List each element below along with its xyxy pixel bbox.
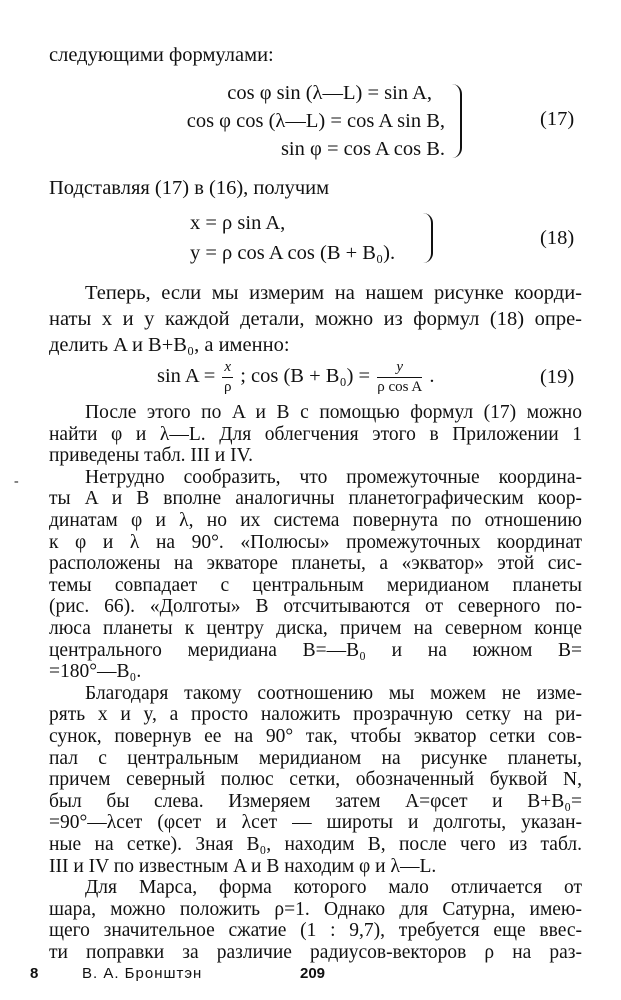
text-line: найти φ и λ—L. Для облегчения этого в Приложении 1 [49,424,582,445]
fraction-numerator: x [222,360,233,378]
text-line: центрального меридиана B=—B₀ и на южном B= [49,640,582,661]
equation-19-end: . [429,365,435,387]
text-line: сунок, повернув ее на 90° так, чтобы экватор сетки сов- [49,726,582,747]
text-line: После этого по A и B с помощью формул (17) можно [85,402,582,423]
equation-number-17: (17) [540,108,575,130]
fraction-denominator: ρ [223,378,232,395]
text-line: Подставляя (17) в (16), получим [49,177,330,199]
equation-17a: cos φ sin (λ—L) = sin A, [227,82,432,104]
fraction-x-over-rho [222,360,233,395]
text-line: был бы слева. Измеряем затем A=φсет и B+B₀= [49,791,582,812]
fraction-numerator: y [377,360,422,378]
text-line: щего значительное сжатие (1 : 9,7), требуется еще ввес- [49,920,582,941]
text-line: пал с центральным меридианом на рисунке планеты, [49,748,582,769]
fraction-denominator: ρ cos A [377,378,423,395]
equation-number-19: (19) [540,366,575,388]
text-line: Теперь, если мы измерим на нашем рисунке коорди- [85,282,582,304]
text-line: Благодаря такому соотношению мы можем не изме- [85,683,582,704]
equation-17b: cos φ cos (λ—L) = cos A sin B, [186,110,445,132]
text-line: следующими формулами: [49,44,274,66]
text-line: динатам φ и λ, но их система повернута по отношению [49,510,582,531]
equation-19-left: sin A = [157,365,216,387]
text-line: ные на сетке). Зная B₀, находим B, после чего из табл. [49,834,582,855]
text-line: шара, можно положить ρ=1. Однако для Сатурна, имею- [49,899,582,920]
text-line: к φ и λ на 90°. «Полюсы» промежуточных координат [49,532,582,553]
text-line: =180°—B₀. [49,661,142,682]
text-line: делить A и B+B₀, а именно: [49,334,290,356]
text-line: ти поправки за различие радиусов-векторов ρ на раз- [49,942,582,963]
text-line: люса планеты к центру диска, причем на северном конце [49,618,582,639]
signature-author: В. А. Бронштэн [82,965,203,982]
equation-18b: y = ρ cos A cos (B + B₀). [190,242,396,264]
text-line: III и IV по известным A и B находим φ и λ—L. [49,856,437,877]
text-line: (рис. 66). «Долготы» B отсчитываются от северного по- [49,596,582,617]
text-line: Нетрудно сообразить, что промежуточные координа- [85,467,582,488]
equation-17c: sin φ = cos A cos B. [280,138,445,160]
text-line: ты A и B вполне аналогичны планетографическим коор- [49,488,582,509]
text-line: =90°—λсет (φсет и λсет — широты и долготы, указан- [49,812,582,833]
margin-mark: - [14,474,19,489]
page-number: 209 [300,965,326,982]
right-brace-17 [452,84,462,158]
text-line: причем северный полюс сетки, обозначенный буквой N, [49,769,582,790]
text-line: Для Марса, форма которого мало отличается от [85,877,582,898]
equation-19 [157,358,435,395]
text-line: рять x и y, а просто наложить прозрачную сетку на ри- [49,704,582,725]
equation-18a: x = ρ sin A, [190,212,286,234]
equation-19-mid: ; cos (B + B₀) = [240,365,371,387]
signature-number: 8 [30,965,39,982]
text-line: приведены табл. III и IV. [49,445,254,466]
fraction-y-over-rho-cos-a [377,360,422,395]
right-brace-18 [423,213,433,263]
text-line: наты x и y каждой детали, можно из формул (18) опре- [49,308,582,330]
text-line: темы совпадает с центральным меридианом планеты [49,575,582,596]
equation-number-18: (18) [540,227,575,249]
text-line: расположены на экваторе планеты, а «экватор» этой сис- [49,553,582,574]
